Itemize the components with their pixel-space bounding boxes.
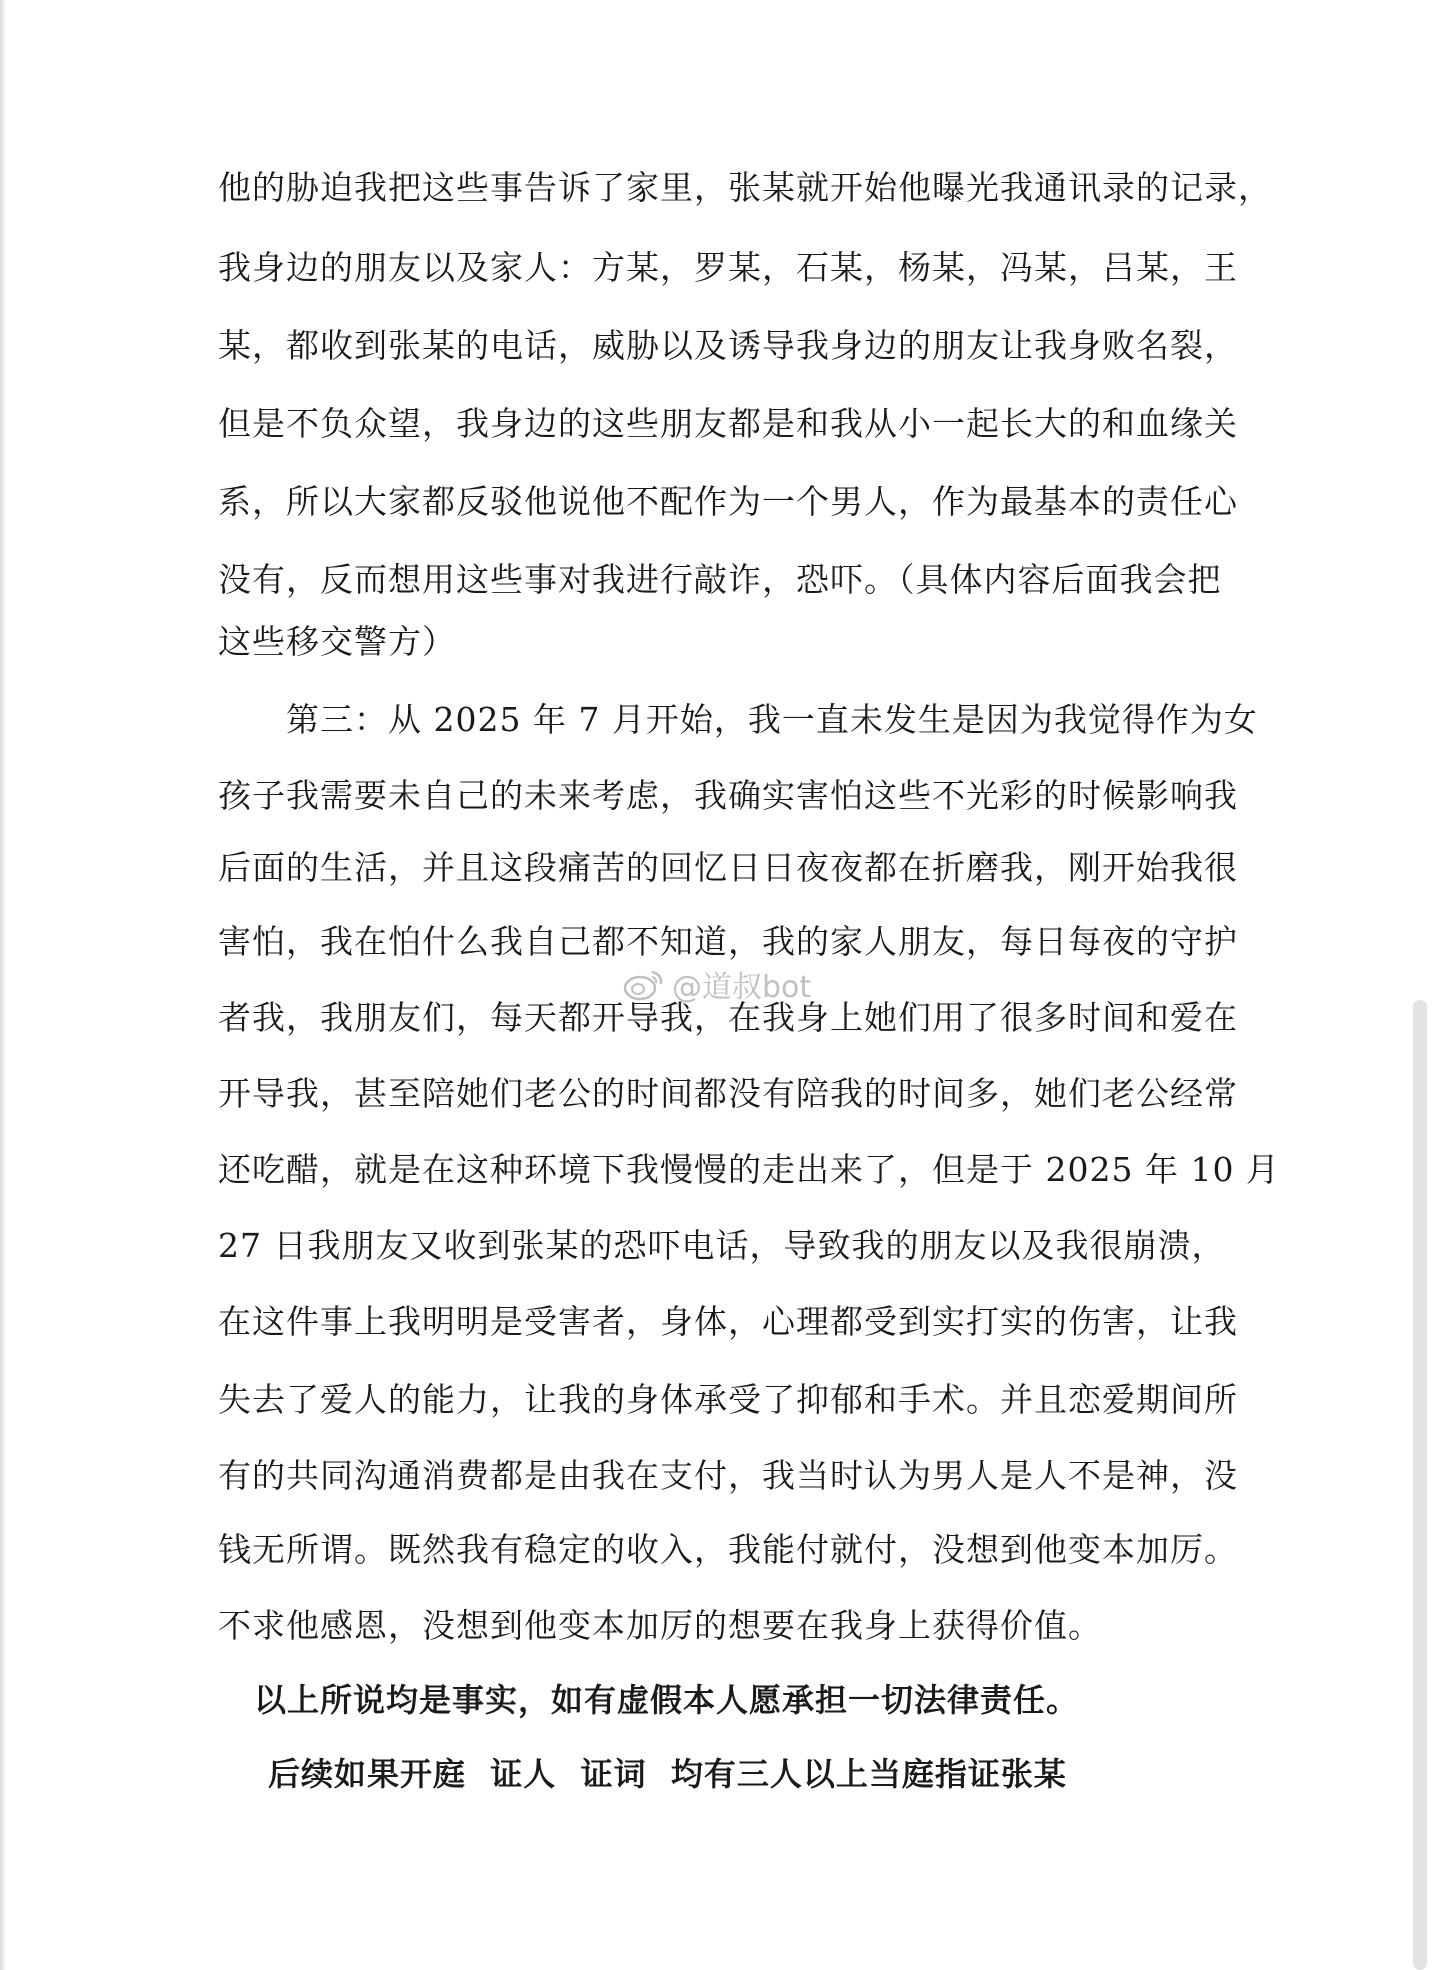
body-line: 后面的生活，并且这段痛苦的回忆日日夜夜都在折磨我，刚开始我很 (218, 848, 1238, 887)
body-line: 钱无所谓。既然我有稳定的收入，我能付就付，没想到他变本加厉。 (218, 1530, 1238, 1569)
body-line: 我身边的朋友以及家人：方某，罗某，石某，杨某，冯某，吕某，王 (218, 248, 1238, 287)
body-line: 27 日我朋友又收到张某的恐吓电话，导致我的朋友以及我很崩溃， (218, 1226, 1226, 1265)
body-line: 在这件事上我明明是受害者，身体，心理都受到实打实的伤害，让我 (218, 1302, 1238, 1341)
watermark (622, 962, 811, 1006)
body-line: 但是不负众望，我身边的这些朋友都是和我从小一起长大的和血缘关 (218, 404, 1238, 443)
body-line: 有的共同沟通消费都是由我在支付，我当时认为男人是人不是神，没 (218, 1456, 1238, 1495)
body-line: 开导我，甚至陪她们老公的时间都没有陪我的时间多，她们老公经常 (218, 1074, 1238, 1113)
body-line: 这些移交警方） (218, 622, 456, 661)
body-line: 没有，反而想用这些事对我进行敲诈，恐吓。（具体内容后面我会把 (218, 560, 1222, 599)
scrollbar[interactable] (1413, 1000, 1427, 1970)
statement-witnesses: 后续如果开庭 证人 证词 均有三人以上当庭指证张某 (268, 1755, 1067, 1793)
body-line: 孩子我需要未自己的未来考虑，我确实害怕这些不光彩的时候影响我 (218, 776, 1238, 815)
watermark-text: @道叔bot (672, 970, 812, 1005)
body-line: 他的胁迫我把这些事告诉了家里，张某就开始他曝光我通讯录的记录， (218, 168, 1272, 207)
body-line: 系，所以大家都反驳他说他不配作为一个男人，作为最基本的责任心 (218, 482, 1238, 521)
body-line: 某，都收到张某的电话，威胁以及诱导我身边的朋友让我身败名裂， (218, 326, 1238, 365)
body-line: 害怕，我在怕什么我自己都不知道，我的家人朋友，每日每夜的守护 (218, 922, 1238, 961)
statement-truth: 以上所说均是事实，如有虚假本人愿承担一切法律责任。 (254, 1681, 1080, 1719)
body-line: 第三：从 2025 年 7 月开始，我一直未发生是因为我觉得作为女 (218, 700, 1258, 739)
weibo-logo-icon (622, 966, 666, 1002)
body-line: 者我，我朋友们，每天都开导我，在我身上她们用了很多时间和爱在 (218, 998, 1238, 1037)
page-edge-shadow (0, 0, 6, 1970)
body-line: 不求他感恩，没想到他变本加厉的想要在我身上获得价值。 (218, 1606, 1102, 1645)
body-line: 失去了爱人的能力，让我的身体承受了抑郁和手术。并且恋爱期间所 (218, 1380, 1238, 1419)
body-line: 还吃醋，就是在这种环境下我慢慢的走出来了，但是于 2025 年 10 月 (218, 1150, 1280, 1189)
